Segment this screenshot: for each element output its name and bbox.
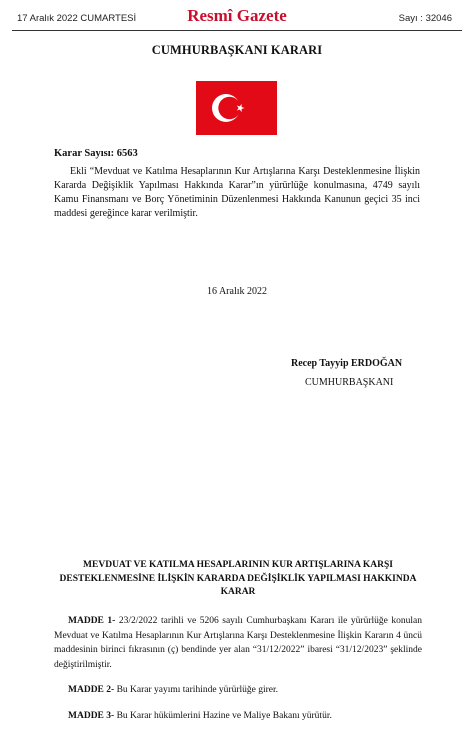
turkish-flag-icon [196,81,277,135]
header-date: 17 Aralık 2022 CUMARTESİ [17,13,137,24]
article-1 [54,614,422,672]
article-3-text: Bu Karar hükümlerini Hazine ve Maliye Bakanı yürütür. [116,711,332,721]
article-3 [54,711,422,721]
article-1-label: MADDE 1- [68,616,116,626]
issue-number: Sayı : 32046 [398,13,452,24]
article-3-label: MADDE 3- [68,711,115,721]
article-1-text: 23/2/2022 tarihli ve 5206 sayılı Cumhurbaşkanı Kararı ile yürürlüğe konulan Mevduat ve Katılma Hesaplarının Kur Artışlarına Karşı Desteklenmesine İlişkin Kararın 4 üncü maddesinin birinci fıkrasının (ç) bendinde yer alan “31/12/2022” ibaresi “31/12/2023” şeklinde değiştirilmiştir. [54,616,422,670]
decision-body: Ekli “Mevduat ve Katılma Hesaplarının Kur Artışlarına Karşı Desteklenmesine İlişkin Kararda Değişiklik Yapılması Hakkında Karar”ın yürürlüğe konulmasına, 4749 sayılı Kamu Finansmanı ve Borç Yönetiminin Düzenlenmesi Hakkında Kanunun geçici 35 inci maddesi gereğince karar verilmiştir. [54,166,420,219]
signatory-name: Recep Tayyip ERDOĞAN [291,358,403,369]
signatory-title: CUMHURBAŞKANI [305,377,394,388]
section-title: MEVDUAT VE KATILMA HESAPLARININ KUR ARTIŞLARINA KARŞI DESTEKLENMESİNE İLİŞKİN KARARDA DEĞİŞİKLİK YAPILMASI HAKKINDA KARAR [59,560,417,597]
decision-number: Karar Sayısı: 6563 [54,148,138,159]
article-2-label: MADDE 2- [68,685,115,695]
gazette-title: Resmî Gazete [187,6,287,25]
decision-title: CUMHURBAŞKANI KARARI [151,43,323,57]
article-2-text: Bu Karar yayımı tarihinde yürürlüğe girer. [116,685,279,695]
article-2 [54,685,422,695]
decision-date: 16 Aralık 2022 [207,286,267,297]
header-divider [12,30,462,31]
